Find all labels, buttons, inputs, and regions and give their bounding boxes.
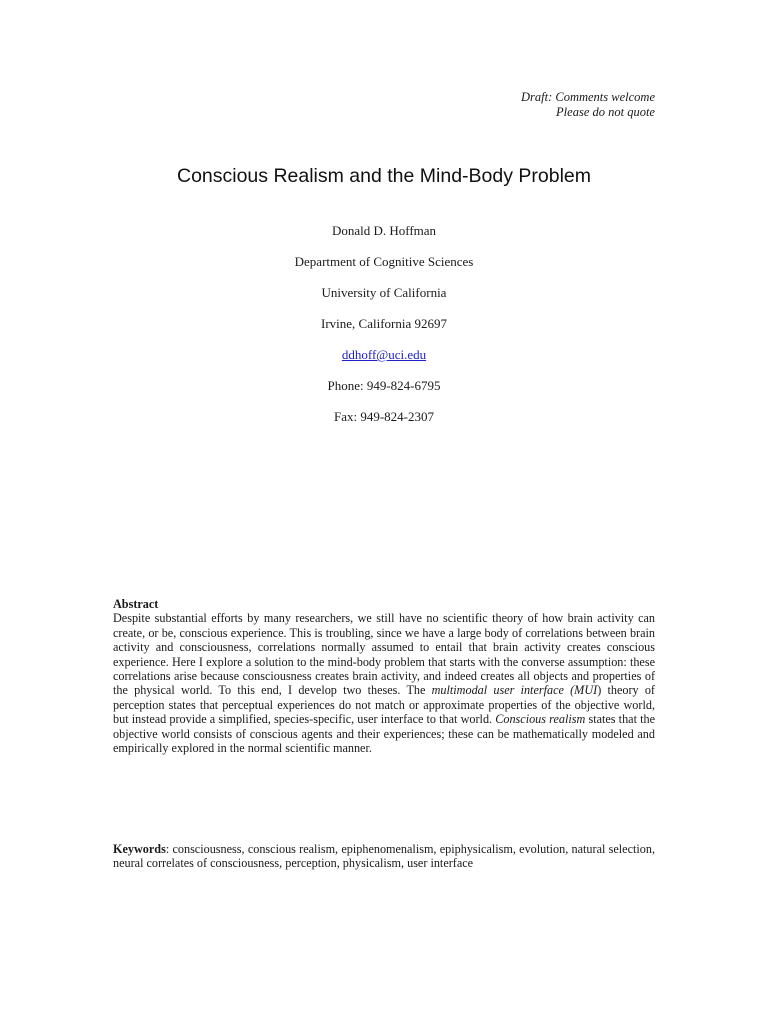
author-phone: Phone: 949-824-6795: [327, 378, 441, 393]
abstract-term-mui: multimodal user interface (MUI: [431, 683, 598, 698]
abstract-term-conscious-realism: Conscious realism: [495, 712, 586, 727]
draft-note: [521, 90, 655, 120]
author-email-link[interactable]: ddhoff@uci.edu: [341, 347, 427, 362]
abstract-text-1: Despite substantial efforts by many researchers, we still have no scientific theory of how brain activity can create, or be, conscious experience. This is troubling, since we have a large body of correlations between brain activity and consciousness, correlations normally assumed to entail that brain activity creates conscious experience. Here I explore a solution to the mind-body problem that starts with the converse assumption: these correlations arise because consciousness creates brain activity, and indeed creates all objects and properties of the physical world. To this end, I develop two theses. The: [113, 611, 655, 698]
keywords-text: : consciousness, conscious realism, epiphenomenalism, epiphysicalism, evolution, natural selection, neural correlates of consciousness, perception, physicalism, user interface: [113, 842, 655, 871]
abstract-section: [113, 597, 655, 755]
author-department: Department of Cognitive Sciences: [294, 254, 474, 269]
abstract-text-3: states that the objective world consists of conscious agents and their experiences; these can be mathematically modeled and empirically explored in the normal scientific manner.: [113, 712, 655, 756]
paper-title: Conscious Realism and the Mind-Body Problem: [176, 165, 592, 187]
author-fax: Fax: 949-824-2307: [333, 409, 435, 424]
abstract-body: [113, 611, 655, 755]
author-location: Irvine, California 92697: [321, 316, 447, 331]
abstract-text-2: ) theory of perception states that perceptual experiences do not match or approximate properties of the objective world, but instead provide a simplified, species-specific, user interface to that world.: [113, 683, 655, 727]
draft-note-line2: Please do not quote: [556, 105, 655, 119]
author-name: Donald D. Hoffman: [331, 223, 437, 238]
author-university: University of California: [321, 285, 447, 300]
keywords-section: [113, 842, 655, 871]
draft-note-line1: Draft: Comments welcome: [520, 90, 655, 104]
keywords-label: Keywords: [113, 842, 166, 856]
author-block: [0, 223, 768, 440]
abstract-heading: Abstract: [113, 597, 159, 611]
